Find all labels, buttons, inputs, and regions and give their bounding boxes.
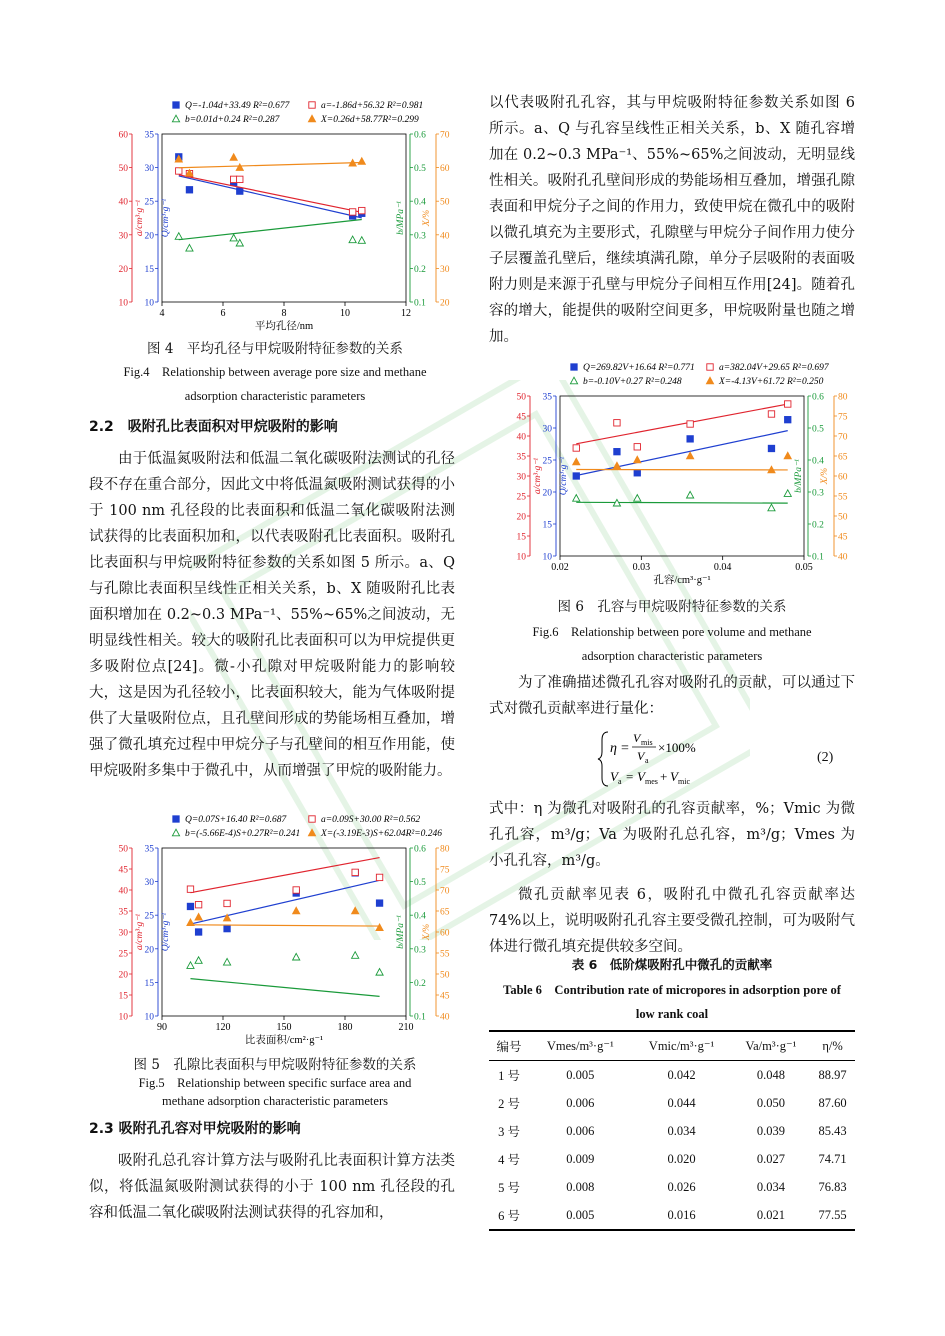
axis-a-tick-label: 25 bbox=[516, 492, 526, 503]
table-header-cell: Vmes/m³·g⁻¹ bbox=[546, 1039, 614, 1053]
axis-a-tick-label: 50 bbox=[516, 392, 526, 403]
axis-Q-tick-label: 15 bbox=[542, 520, 552, 531]
table-cell: 0.005 bbox=[566, 1067, 595, 1082]
axis-X-tick-label: 70 bbox=[440, 130, 450, 141]
data-point-Q bbox=[614, 448, 620, 454]
equation-2-formula bbox=[596, 726, 796, 792]
table-cell: 0.039 bbox=[756, 1123, 785, 1138]
axis-a-tick-label: 30 bbox=[516, 472, 526, 483]
axis-a-tick-label: 60 bbox=[118, 130, 128, 141]
axis-b-tick-label: 0.6 bbox=[414, 130, 426, 141]
axis-Q-tick-label: 25 bbox=[144, 197, 154, 208]
table-cell: 0.048 bbox=[756, 1067, 785, 1082]
figure-4-caption-en-1: Fig.4 Relationship between average pore size and methane bbox=[123, 365, 427, 379]
table-cell: 3 号 bbox=[498, 1125, 520, 1139]
x-tick-label: 4 bbox=[159, 308, 165, 319]
equation-number: (2) bbox=[817, 750, 834, 765]
legend-entry: a=382.04V+29.65 R²=0.697 bbox=[719, 363, 829, 373]
axis-b-tick-label: 0.5 bbox=[414, 164, 426, 175]
axis-X-tick-label: 75 bbox=[440, 865, 450, 876]
data-point-Q bbox=[376, 900, 382, 906]
data-point-a bbox=[349, 209, 355, 215]
axis-X-tick-label: 60 bbox=[440, 164, 450, 175]
axis-a-label: a/cm³·g⁻¹ bbox=[135, 913, 145, 951]
data-point-b bbox=[376, 969, 383, 976]
section-2-3-paragraph: 吸附孔总孔容计算方法与吸附孔比表面积计算方法类似，将低温氮吸附测试获得的小于 100 nm 孔径段的孔容和低温二氧化碳吸附法测试获得的孔容加和， bbox=[89, 1153, 455, 1221]
legend-marker bbox=[173, 102, 179, 108]
data-point-X bbox=[195, 914, 202, 921]
legend-entry: a=-1.86d+56.32 R²=0.981 bbox=[321, 101, 424, 111]
data-point-a bbox=[614, 420, 620, 426]
legend-marker bbox=[309, 816, 315, 822]
axis-a-tick-label: 15 bbox=[516, 532, 526, 543]
legend-entry: Q=269.82V+16.64 R²=0.771 bbox=[583, 363, 695, 373]
axis-Q-tick-label: 10 bbox=[542, 552, 552, 563]
axis-X-label: X/% bbox=[422, 923, 432, 941]
equation-2 bbox=[596, 726, 796, 792]
data-point-a bbox=[359, 207, 365, 213]
data-point-a bbox=[376, 874, 382, 880]
svg-text:+: + bbox=[660, 769, 668, 784]
data-point-Q bbox=[634, 470, 640, 476]
table-6-title-en-1: Table 6 Contribution rate of micropores in adsorption pore of bbox=[503, 983, 841, 997]
table-row bbox=[489, 1089, 855, 1117]
figure-5-chart bbox=[100, 812, 450, 1052]
axis-a-tick-label: 20 bbox=[118, 264, 128, 275]
data-point-Q bbox=[186, 187, 192, 193]
x-tick-label: 120 bbox=[215, 1022, 231, 1033]
table-cell: 0.027 bbox=[756, 1151, 785, 1166]
axis-X-tick-label: 65 bbox=[838, 452, 848, 463]
x-tick-label: 12 bbox=[401, 308, 411, 319]
data-point-Q bbox=[785, 416, 791, 422]
table-body bbox=[489, 1061, 855, 1231]
axis-X-tick-label: 55 bbox=[838, 492, 848, 503]
equation-intro bbox=[489, 670, 855, 722]
axis-a-tick-label: 50 bbox=[118, 164, 128, 175]
axis-X-tick-label: 75 bbox=[838, 412, 848, 423]
axis-X-label: X/% bbox=[820, 467, 830, 485]
data-point-Q bbox=[768, 445, 774, 451]
data-point-X bbox=[613, 462, 620, 469]
figure-4-caption: 图 4 平均孔径与甲烷吸附特征参数的关系 bbox=[147, 341, 403, 357]
fit-line-X bbox=[190, 925, 379, 926]
legend-marker bbox=[308, 829, 315, 836]
data-point-Q bbox=[224, 925, 230, 931]
axis-X-tick-label: 65 bbox=[440, 907, 450, 918]
svg-text:mis: mis bbox=[641, 738, 653, 747]
axis-a-tick-label: 10 bbox=[516, 552, 526, 563]
x-axis-label: 平均孔径/nm bbox=[254, 321, 314, 332]
data-point-X bbox=[634, 456, 641, 463]
svg-text:=: = bbox=[626, 769, 634, 784]
table-cell: 1 号 bbox=[498, 1069, 520, 1083]
x-tick-label: 6 bbox=[220, 308, 226, 319]
axis-a-tick-label: 35 bbox=[516, 452, 526, 463]
data-point-b bbox=[634, 495, 641, 502]
axis-X-tick-label: 55 bbox=[440, 949, 450, 960]
data-point-b bbox=[187, 962, 194, 969]
table-6 bbox=[489, 1030, 855, 1231]
axis-Q-label: Q/cm³·g⁻¹ bbox=[559, 456, 569, 496]
axis-a-tick-label: 30 bbox=[118, 231, 128, 242]
axis-a-tick-label: 50 bbox=[118, 844, 128, 855]
data-point-b bbox=[230, 234, 237, 241]
table-row bbox=[489, 1145, 855, 1173]
axis-X-tick-label: 80 bbox=[838, 392, 848, 403]
axis-X-tick-label: 40 bbox=[440, 1012, 450, 1023]
svg-text:=: = bbox=[621, 741, 629, 756]
axis-X-tick-label: 40 bbox=[838, 552, 848, 563]
data-point-X bbox=[352, 907, 359, 914]
data-point-a bbox=[768, 411, 774, 417]
left-column-text-2 bbox=[89, 1116, 455, 1226]
axis-Q-tick-label: 30 bbox=[144, 164, 154, 175]
data-point-a bbox=[352, 869, 358, 875]
svg-text:V: V bbox=[633, 731, 641, 745]
table-cell: 0.034 bbox=[667, 1123, 696, 1138]
section-2-2-paragraph: 由于低温氮吸附法和低温二氧化碳吸附法测试的孔径段不存在重合部分，因此文中将低温氮吸附测试获得的小于 100 nm 孔径段的比表面积和低温二氧化碳吸附法测试获得的比表面积加和，以代表吸附孔比表面积。吸附孔比表面积与甲烷吸附特征参数的关系如图 5 所示。a、Q 与孔隙比表面积呈线性正相关关系，b、X 随吸附孔比表面积增加在 0.2~0.3 MPa⁻¹、55%~65%之间波动，无明显线性相关。较大的吸附孔比表面积可以为甲烷提供更多吸附位点[24]。微-小孔隙对甲烷吸附能力的影响较大，这是因为孔径较小，比表面积较大，能为气体吸附提供了大量吸附位点，且孔壁间形成的势能场相互叠加，增强了微孔填充过程中甲烷分子与孔壁间的相互作用能，使甲烷吸附多集中于微孔中，从而增强了甲烷的吸附能力。 bbox=[89, 451, 455, 779]
figure-4 bbox=[100, 98, 450, 338]
data-point-Q bbox=[237, 188, 243, 194]
data-point-Q bbox=[687, 436, 693, 442]
legend-marker bbox=[571, 364, 577, 370]
x-tick-label: 8 bbox=[281, 308, 287, 319]
axis-b-label: b/MPa⁻¹ bbox=[396, 201, 406, 235]
axis-b-tick-label: 0.4 bbox=[414, 911, 426, 922]
axis-X-tick-label: 20 bbox=[440, 298, 450, 309]
table-cell: 0.026 bbox=[667, 1179, 696, 1194]
table-6-grid bbox=[489, 1030, 855, 1231]
data-point-a bbox=[687, 421, 693, 427]
axis-X-tick-label: 80 bbox=[440, 844, 450, 855]
data-point-a bbox=[293, 887, 299, 893]
fit-line-b bbox=[576, 502, 787, 503]
axis-a-label: a/cm³·g⁻¹ bbox=[135, 199, 145, 237]
axis-Q-tick-label: 10 bbox=[144, 1012, 154, 1023]
table-row bbox=[489, 1173, 855, 1201]
data-point-a bbox=[573, 445, 579, 451]
data-point-X bbox=[376, 924, 383, 931]
plot-frame bbox=[560, 396, 804, 556]
data-point-b bbox=[352, 952, 359, 959]
axis-X-tick-label: 70 bbox=[440, 886, 450, 897]
axis-Q-tick-label: 30 bbox=[542, 424, 552, 435]
axis-a-tick-label: 15 bbox=[118, 991, 128, 1002]
axis-X-tick-label: 70 bbox=[838, 432, 848, 443]
legend-marker bbox=[309, 102, 315, 108]
legend-entry: a=0.09S+30.00 R²=0.562 bbox=[321, 815, 421, 825]
svg-text:V: V bbox=[670, 769, 678, 784]
legend-entry: Q=0.07S+16.40 R²=0.687 bbox=[185, 815, 287, 825]
axis-Q-tick-label: 20 bbox=[542, 488, 552, 499]
plot-frame bbox=[162, 134, 406, 302]
data-point-Q bbox=[187, 903, 193, 909]
data-point-X bbox=[784, 452, 791, 459]
axis-b-tick-label: 0.1 bbox=[414, 298, 426, 309]
axis-X-tick-label: 50 bbox=[838, 512, 848, 523]
axis-b-tick-label: 0.3 bbox=[812, 488, 824, 499]
data-point-b bbox=[223, 958, 230, 965]
axis-b-tick-label: 0.5 bbox=[414, 878, 426, 889]
svg-text:η: η bbox=[610, 741, 617, 756]
data-point-X bbox=[573, 458, 580, 465]
table-cell: 0.034 bbox=[756, 1179, 785, 1194]
axis-Q-tick-label: 20 bbox=[144, 231, 154, 242]
axis-X-tick-label: 50 bbox=[440, 197, 450, 208]
fit-line-a bbox=[179, 175, 362, 212]
axis-a-tick-label: 40 bbox=[118, 197, 128, 208]
data-point-Q bbox=[195, 929, 201, 935]
figure-4-caption-en-2: adsorption characteristic parameters bbox=[184, 389, 366, 403]
axis-Q-tick-label: 15 bbox=[144, 264, 154, 275]
data-point-X bbox=[358, 158, 365, 165]
data-point-b bbox=[768, 504, 775, 511]
svg-text:×100%: ×100% bbox=[658, 740, 696, 755]
table-cell: 0.006 bbox=[566, 1123, 595, 1138]
data-point-a bbox=[230, 176, 236, 182]
fit-line-b bbox=[179, 220, 362, 240]
legend-entry: b=-0.10V+0.27 R²=0.248 bbox=[583, 377, 682, 387]
legend-marker bbox=[308, 115, 315, 122]
axis-Q-tick-label: 35 bbox=[144, 844, 154, 855]
data-point-X bbox=[687, 452, 694, 459]
table-cell: 0.044 bbox=[667, 1095, 696, 1110]
table-cell: 76.83 bbox=[818, 1179, 847, 1194]
table-row bbox=[489, 1201, 855, 1230]
axis-a-tick-label: 40 bbox=[118, 886, 128, 897]
axis-b-tick-label: 0.6 bbox=[812, 392, 824, 403]
axis-b-tick-label: 0.5 bbox=[812, 424, 824, 435]
axis-b-tick-label: 0.3 bbox=[414, 945, 426, 956]
figure-5-caption: 图 5 孔隙比表面积与甲烷吸附特征参数的关系 bbox=[133, 1057, 417, 1073]
axis-a-tick-label: 25 bbox=[118, 949, 128, 960]
axis-b-tick-label: 0.3 bbox=[414, 231, 426, 242]
figure-6 bbox=[498, 360, 848, 592]
axis-a-label: a/cm³·g⁻¹ bbox=[533, 457, 543, 495]
table-cell: 4 号 bbox=[498, 1153, 520, 1167]
legend-marker bbox=[172, 829, 179, 836]
figure-5-caption-en-2: methane adsorption characteristic parameters bbox=[162, 1094, 388, 1108]
axis-Q-tick-label: 20 bbox=[144, 945, 154, 956]
table-cell: 0.005 bbox=[566, 1207, 595, 1222]
table-6-title: 表 6 低阶煤吸附孔中微孔的贡献率 bbox=[571, 957, 773, 972]
data-point-b bbox=[175, 233, 182, 240]
section-2-3-heading: 2.3 吸附孔孔容对甲烷吸附的影响 bbox=[89, 1121, 301, 1137]
axis-a-tick-label: 30 bbox=[118, 928, 128, 939]
table-cell: 0.021 bbox=[756, 1207, 785, 1222]
data-point-b bbox=[195, 957, 202, 964]
table-row bbox=[489, 1117, 855, 1145]
table-cell: 77.55 bbox=[818, 1207, 847, 1222]
legend-marker bbox=[173, 816, 179, 822]
axis-b-label: b/MPa⁻¹ bbox=[396, 915, 406, 949]
table-row bbox=[489, 1061, 855, 1090]
table-cell: 6 号 bbox=[498, 1209, 520, 1223]
left-column-text bbox=[89, 414, 455, 784]
data-point-a bbox=[785, 401, 791, 407]
x-tick-label: 210 bbox=[398, 1022, 414, 1033]
data-point-b bbox=[293, 953, 300, 960]
legend-entry: Q=-1.04d+33.49 R²=0.677 bbox=[185, 101, 290, 111]
axis-b-tick-label: 0.1 bbox=[414, 1012, 426, 1023]
data-point-X bbox=[236, 164, 243, 171]
axis-a-tick-label: 10 bbox=[118, 298, 128, 309]
data-point-a bbox=[634, 444, 640, 450]
x-tick-label: 10 bbox=[340, 308, 350, 319]
axis-X-tick-label: 60 bbox=[838, 472, 848, 483]
svg-text:V: V bbox=[610, 769, 618, 784]
axis-Q-tick-label: 30 bbox=[144, 878, 154, 889]
table-header-cell: Va/m³·g⁻¹ bbox=[745, 1039, 797, 1053]
axis-a-tick-label: 35 bbox=[118, 907, 128, 918]
axis-X-tick-label: 60 bbox=[440, 928, 450, 939]
axis-b-tick-label: 0.4 bbox=[414, 197, 426, 208]
axis-Q-tick-label: 35 bbox=[542, 392, 552, 403]
svg-text:a: a bbox=[618, 777, 622, 786]
axis-Q-tick-label: 25 bbox=[144, 911, 154, 922]
svg-text:V: V bbox=[637, 749, 645, 763]
axis-X-tick-label: 30 bbox=[440, 264, 450, 275]
table-cell: 0.020 bbox=[667, 1151, 696, 1166]
axis-a-tick-label: 40 bbox=[516, 432, 526, 443]
table-cell: 5 号 bbox=[498, 1181, 520, 1195]
axis-b-tick-label: 0.2 bbox=[812, 520, 824, 531]
x-axis-label: 比表面积/cm²·g⁻¹ bbox=[244, 1035, 324, 1046]
table-cell: 87.60 bbox=[818, 1095, 847, 1110]
table-cell: 74.71 bbox=[818, 1151, 847, 1166]
data-point-X bbox=[230, 154, 237, 161]
table-header-cell: η/% bbox=[822, 1038, 843, 1053]
table-cell: 85.43 bbox=[818, 1123, 847, 1138]
x-tick-label: 180 bbox=[337, 1022, 353, 1033]
svg-text:a: a bbox=[645, 756, 649, 765]
table-cell: 0.042 bbox=[667, 1067, 696, 1082]
table-cell: 2 号 bbox=[498, 1097, 520, 1111]
legend-entry: b=(-5.66E-4)S+0.27R²=0.241 bbox=[185, 829, 301, 839]
axis-b-tick-label: 0.2 bbox=[414, 978, 426, 989]
section-2-2-heading: 2.2 吸附孔比表面积对甲烷吸附的影响 bbox=[89, 419, 338, 435]
fit-line-b bbox=[190, 979, 379, 997]
x-tick-label: 90 bbox=[157, 1022, 167, 1033]
data-point-a bbox=[195, 902, 201, 908]
axis-X-tick-label: 40 bbox=[440, 231, 450, 242]
fit-line-X bbox=[179, 163, 362, 168]
x-tick-label: 0.05 bbox=[795, 562, 813, 573]
x-tick-label: 0.03 bbox=[632, 562, 651, 573]
right-top-paragraph: 以代表吸附孔孔容，其与甲烷吸附特征参数关系如图 6 所示。a、Q 与孔容呈线性正相关关系，b、X 随孔容增加在 0.2~0.3 MPa⁻¹、55%~65%之间波动，无明显线性相关。吸附孔孔壁间形成的势能场相互叠加，增强孔隙表面和甲烷分子之间的作用力，致使甲烷在微孔中的吸附以微孔填充为主要形式，孔隙壁与甲烷分子间作用力使分子层覆盖孔壁后，继续填满孔隙，单分子层吸附的表面吸附力则是来源于孔壁与甲烷分子间相互作用[24]。随着孔容的增大，能提供的吸附空间更多，甲烷吸附量也随之增加。 bbox=[489, 95, 855, 345]
axis-b-tick-label: 0.6 bbox=[414, 844, 426, 855]
axis-Q-tick-label: 15 bbox=[144, 978, 154, 989]
data-point-b bbox=[687, 491, 694, 498]
legend-marker bbox=[707, 364, 713, 370]
figure-6-caption: 图 6 孔容与甲烷吸附特征参数的关系 bbox=[557, 599, 787, 615]
table-header-cell: 编号 bbox=[496, 1040, 522, 1054]
legend-entry: X=(-3.19E-3)S+62.04R²=0.246 bbox=[321, 829, 443, 839]
table-6-title-en-2: low rank coal bbox=[635, 1007, 709, 1021]
x-tick-label: 0.02 bbox=[551, 562, 569, 573]
data-point-b bbox=[186, 244, 193, 251]
axis-Q-tick-label: 35 bbox=[144, 130, 154, 141]
table-cell: 0.006 bbox=[566, 1095, 595, 1110]
x-tick-label: 0.04 bbox=[713, 562, 732, 573]
data-point-Q bbox=[573, 473, 579, 479]
table-cell: 0.050 bbox=[756, 1095, 785, 1110]
data-point-a bbox=[237, 176, 243, 182]
data-point-X bbox=[187, 919, 194, 926]
legend-marker bbox=[172, 115, 179, 122]
svg-text:mes: mes bbox=[645, 777, 658, 786]
axis-Q-label: Q/cm³·g⁻¹ bbox=[161, 912, 171, 952]
data-point-b bbox=[573, 495, 580, 502]
equation-description bbox=[489, 796, 855, 960]
figure-6-chart bbox=[498, 360, 848, 592]
svg-text:mic: mic bbox=[678, 777, 690, 786]
table-cell: 88.97 bbox=[818, 1067, 847, 1082]
figure-5 bbox=[100, 812, 450, 1052]
fit-line-Q bbox=[179, 176, 362, 218]
x-tick-label: 150 bbox=[276, 1022, 292, 1033]
x-axis-label: 孔容/cm³·g⁻¹ bbox=[653, 575, 711, 586]
table-cell: 0.008 bbox=[566, 1179, 595, 1194]
axis-Q-tick-label: 25 bbox=[542, 456, 552, 467]
axis-X-tick-label: 45 bbox=[838, 532, 848, 543]
axis-a-tick-label: 45 bbox=[118, 865, 128, 876]
axis-X-label: X/% bbox=[422, 209, 432, 227]
figure-4-chart bbox=[100, 98, 450, 338]
svg-text:V: V bbox=[637, 769, 645, 784]
legend-marker bbox=[706, 377, 713, 384]
legend-entry: X=0.26d+58.77R²=0.299 bbox=[321, 115, 419, 125]
axis-a-tick-label: 10 bbox=[118, 1012, 128, 1023]
data-point-b bbox=[784, 490, 791, 497]
table-cell: 0.009 bbox=[566, 1151, 595, 1166]
axis-X-tick-label: 45 bbox=[440, 991, 450, 1002]
axis-a-tick-label: 20 bbox=[118, 970, 128, 981]
axis-Q-tick-label: 10 bbox=[144, 298, 154, 309]
figure-5-caption-en-1: Fig.5 Relationship between specific surface area and bbox=[138, 1076, 412, 1090]
axis-b-label: b/MPa⁻¹ bbox=[794, 459, 804, 493]
axis-a-tick-label: 45 bbox=[516, 412, 526, 423]
table-intro-paragraph: 微孔贡献率见表 6，吸附孔中微孔孔容贡献率达 74%以上，说明吸附孔孔容主要受微孔控制，可为吸附气体进行微孔填充提供较多空间。 bbox=[489, 887, 855, 955]
legend-marker bbox=[570, 377, 577, 384]
axis-X-tick-label: 50 bbox=[440, 970, 450, 981]
equation-description-paragraph: 式中：η 为微孔对吸附孔的孔容贡献率，%；Vmic 为微孔孔容，m³/g；Va 为吸附孔总孔容，m³/g；Vmes 为小孔孔容，m³/g。 bbox=[489, 801, 855, 869]
data-point-b bbox=[358, 237, 365, 244]
data-point-a bbox=[224, 900, 230, 906]
table-cell: 0.016 bbox=[667, 1207, 696, 1222]
data-point-b bbox=[349, 236, 356, 243]
data-point-a bbox=[187, 886, 193, 892]
axis-b-tick-label: 0.4 bbox=[812, 456, 824, 467]
data-point-X bbox=[293, 907, 300, 914]
equation-intro-paragraph: 为了准确描述微孔孔容对吸附孔的贡献，可以通过下式对微孔贡献率进行量化： bbox=[489, 675, 855, 717]
axis-Q-label: Q/cm³·g⁻¹ bbox=[161, 198, 171, 238]
legend-entry: b=0.01d+0.24 R²=0.287 bbox=[185, 115, 280, 125]
data-point-a bbox=[176, 168, 182, 174]
axis-b-tick-label: 0.1 bbox=[812, 552, 824, 563]
table-header-cell: Vmic/m³·g⁻¹ bbox=[648, 1039, 715, 1053]
legend-entry: X=-4.13V+61.72 R²=0.250 bbox=[719, 377, 824, 387]
axis-a-tick-label: 20 bbox=[516, 512, 526, 523]
axis-b-tick-label: 0.2 bbox=[414, 264, 426, 275]
figure-6-caption-en-2: adsorption characteristic parameters bbox=[581, 649, 763, 663]
right-column-text bbox=[489, 90, 855, 350]
figure-6-caption-en-1: Fig.6 Relationship between pore volume and methane bbox=[532, 625, 812, 639]
table-header-row bbox=[489, 1031, 855, 1061]
